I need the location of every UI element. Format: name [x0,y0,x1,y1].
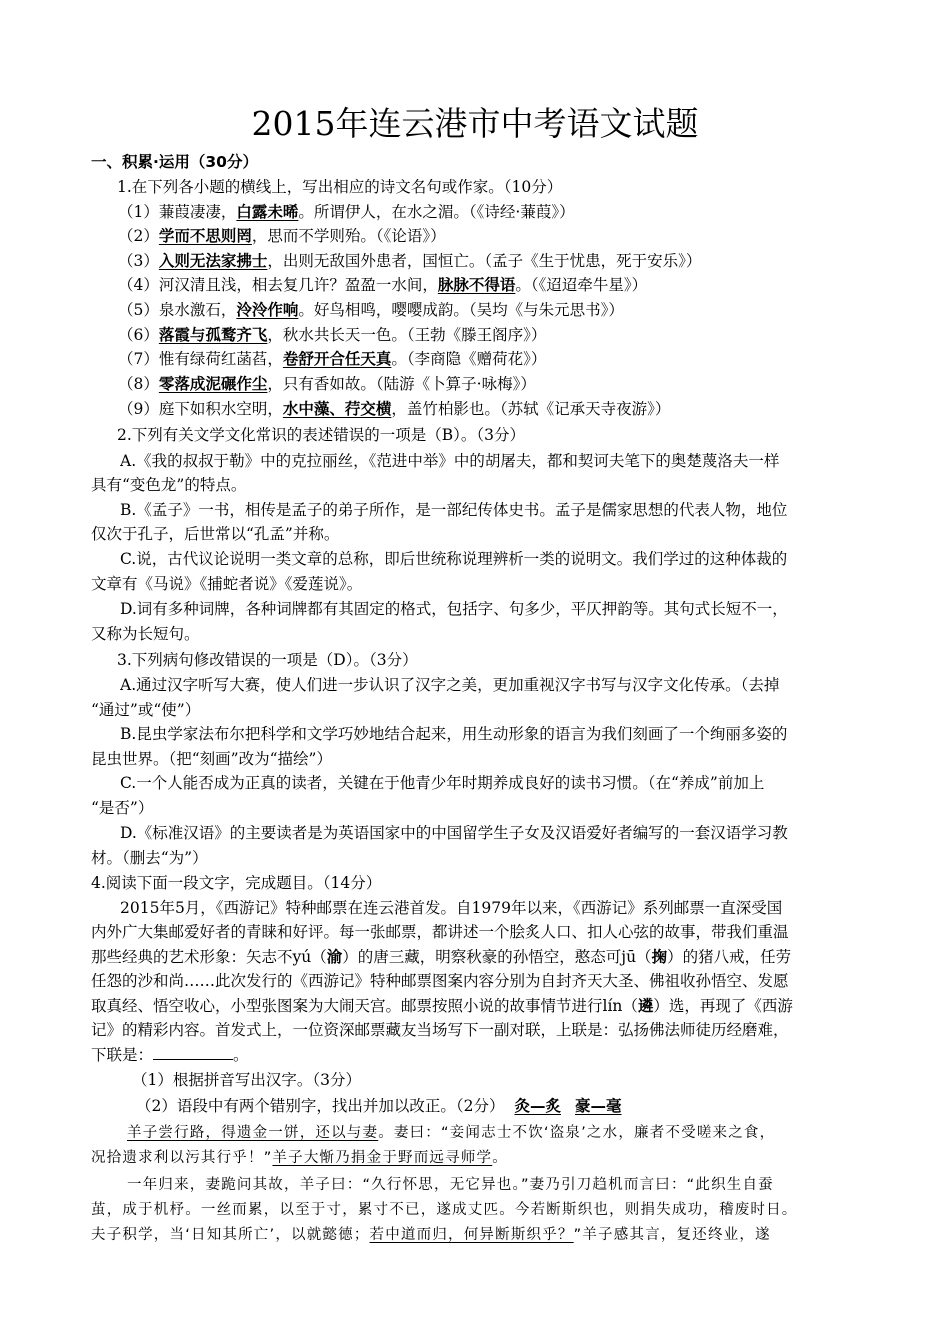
q3-option-d-cont: 材。（删去“为”） [91,849,208,867]
answer-text: 水中藻、荇交横 [282,400,392,418]
q1-item: （4）河汉清且浅，相去复几许？盈盈一水间，脉脉不得语。（《迢迢牵牛星》） [118,276,648,294]
classical-text-line: 一年归来，妻跪问其故，羊子曰：“久行怀思，无它异也。”妻乃引刀趋机而言曰：“此织生自蚕 [127,1177,774,1193]
q4-passage-line: 2015年5月，《西游记》特种邮票在连云港首发。自1979年以来，《西游记》系列邮票一直深受国 [120,899,783,917]
answer-text: 入则无法家拂士 [158,252,268,270]
q1-item: （1）蒹葭凄凄，白露未晞。所谓伊人，在水之湄。（《诗经·蒹葭》） [118,203,575,221]
q2-option-a: A.《我的叔叔于勒》中的克拉丽丝，《范进中举》中的胡屠夫，都和契诃夫笔下的奥楚蔑洛夫一样 [120,452,780,470]
q4-passage-line: 那些经典的艺术形象：矢志不yú（渝）的唐三藏，明察秋豪的孙悟空，憨态可jū（掬）的猪八戒，任劳 [91,948,792,966]
q2-option-a-cont: 具有“变色龙”的特点。 [91,476,247,494]
classical-text-line: 羊子尝行路，得遗金一饼，还以与妻。妻曰：“妾闻志士不饮‘盗泉’之水，廉者不受嗟来之食， [127,1125,776,1141]
q4-sub2: （2）语段中有两个错别字，找出并加以改正。（2分） 灸—炙 豪—毫 [136,1097,622,1115]
classical-text-line: 夫子积学，当‘日知其所亡’，以就懿德；若中道而归，何异断斯织乎？”羊子感其言，复还终业，遂 [91,1227,771,1243]
q4-passage-line: 取真经、悟空收心，小型张图案为大闹天宫。邮票按照小说的故事情节进行lín（遴）选，再现了《西游 [91,997,793,1015]
q4-passage-line: 任怨的沙和尚……此次发行的《西游记》特种邮票图案内容分别为自封齐天大圣、佛祖收孙悟空、发愿 [91,972,789,990]
answer-text: 灸—炙 [514,1097,561,1115]
q4-sub1: （1）根据拼音写出汉字。（3分） [132,1071,361,1089]
classical-text-line: 况拾遗求利以污其行乎！”羊子大惭乃捐金于野而远寻师学。 [91,1150,508,1166]
section-heading: 一、积累·运用（30分） [91,153,258,171]
q2-option-b-cont: 仅次于孔子，后世常以“孔孟”并称。 [91,525,340,543]
answer-text: 落霞与孤鹜齐飞 [158,326,268,344]
q4-passage-line: 记》的精彩内容。首发式上，一位资深邮票藏友当场写下一副对联，上联是：弘扬佛法师徒历经磨难， [91,1021,789,1039]
q3-option-c: C.一个人能否成为正真的读者，关键在于他青少年时期养成良好的读书习惯。（在“养成”前加上 [120,774,765,792]
q2-option-b: B.《孟子》一书，相传是孟子的弟子所作，是一部纪传体史书。孟子是儒家思想的代表人物，地位 [120,501,788,519]
q2-option-c-cont: 文章有《马说》《捕蛇者说》《爱莲说》。 [91,575,363,593]
page-title: 2015年连云港市中考语文试题 [251,104,699,143]
answer-text: 掬 [651,948,668,966]
q3-option-a: A.通过汉字听写大赛，使人们进一步认识了汉字之美，更加重视汉字书写与汉字文化传承。（去掉 [120,676,780,694]
q3-option-b: B.昆虫学家法布尔把科学和文学巧妙地结合起来，用生动形象的语言为我们刻画了一个绚丽多姿的 [120,725,788,743]
answer-text: 白露未晞 [236,203,299,221]
q3-option-b-cont: 昆虫世界。（把“刻画”改为“描绘”） [91,750,332,768]
q1-item: （7）惟有绿荷红菡萏，卷舒开合任天真。（李商隐《赠荷花》） [118,350,547,368]
answer-text: 豪—毫 [575,1097,622,1115]
answer-text: 零落成泥碾作尘 [158,375,268,393]
answer-text: 脉脉不得语 [437,276,516,294]
answer-text: 学而不思则罔 [158,227,252,245]
q1-stem: 1.在下列各小题的横线上，写出相应的诗文名句或作家。（10分） [117,178,563,196]
q3-option-d: D.《标准汉语》的主要读者是为英语国家中的中国留学生子女及汉语爱好者编写的一套汉语学习教 [120,824,788,842]
q1-item: （2）学而不思则罔，思而不学则殆。（《论语》） [118,227,446,245]
q2-option-c: C.说，古代议论说明一类文章的总称，即后世统称说理辨析一类的说明文。我们学过的这种体裁的 [120,550,788,568]
q3-option-c-cont: “是否”） [91,799,154,817]
q1-item: （5）泉水激石，泠泠作响。好鸟相鸣，嘤嘤成韵。（吴均《与朱元思书》） [118,301,624,319]
answer-text: 泠泠作响 [236,301,299,319]
q3-stem: 3.下列病句修改错误的一项是（D）。（3分） [117,651,418,669]
answer-blank [153,1045,233,1060]
q4-passage-line: 下联是： 。 [91,1046,249,1064]
q3-option-a-cont: “通过”或“使”） [91,701,201,719]
q4-passage-line: 内外广大集邮爱好者的青睐和好评。每一张邮票，都讲述一个脍炙人口、扣人心弦的故事，带我们重温 [91,923,789,941]
answer-text: 卷舒开合任天真 [282,350,392,368]
q1-item: （3）入则无法家拂士，出则无敌国外患者，国恒亡。（孟子《生于忧患，死于安乐》） [118,252,702,270]
q4-stem: 4.阅读下面一段文字，完成题目。（14分） [91,874,382,892]
q1-item: （6）落霞与孤鹜齐飞，秋水共长天一色。（王勃《滕王阁序》） [118,326,547,344]
q1-item: （8）零落成泥碾作尘，只有香如故。（陆游《卜算子·咏梅》） [118,375,536,393]
q2-option-d: D.词有多种词牌，各种词牌都有其固定的格式，包括字、句多少，平仄押韵等。其句式长短不一， [120,600,788,618]
classical-text-line: 茧，成于机杼。一丝而累，以至于寸，累寸不已，遂成丈匹。今若断斯织也，则捐失成功，稽废时日。 [91,1202,798,1218]
answer-text: 遴 [637,997,654,1015]
q1-item: （9）庭下如积水空明，水中藻、荇交横，盖竹柏影也。（苏轼《记承天寺夜游》） [118,400,671,418]
q2-stem: 2.下列有关文学文化常识的表述错误的一项是（B）。（3分） [117,426,526,444]
q2-option-d-cont: 又称为长短句。 [91,625,200,643]
answer-text: 渝 [326,948,343,966]
